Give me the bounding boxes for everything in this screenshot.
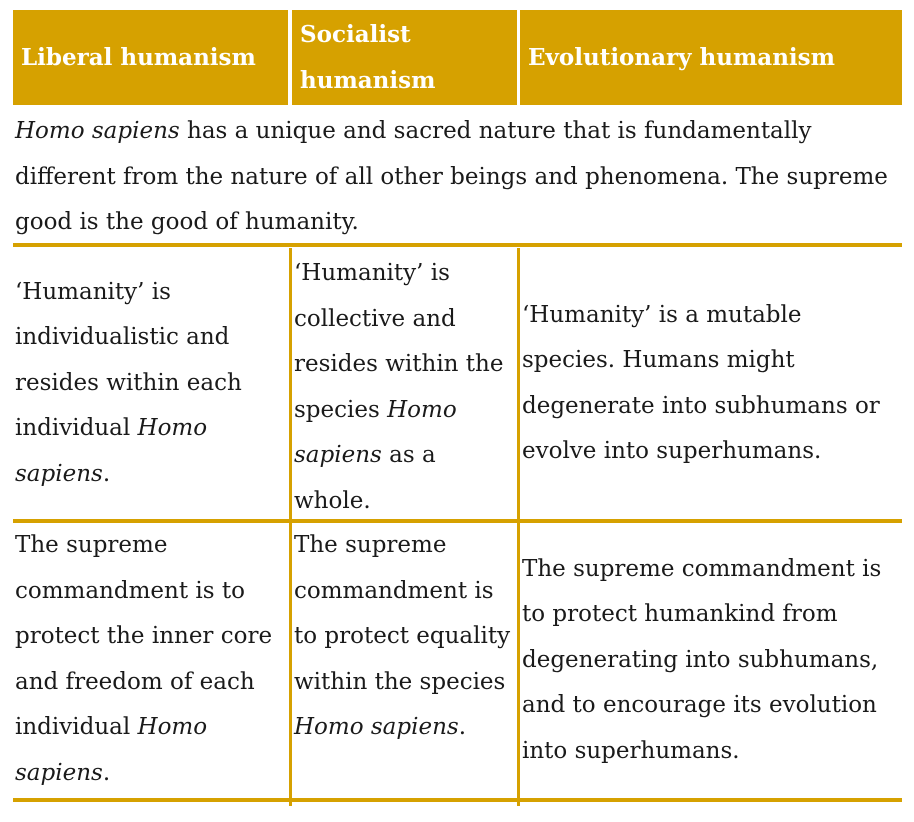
italic-term: Homo sapiens: [294, 396, 457, 468]
cell-evolutionary-humanity: [522, 248, 900, 519]
cell-socialist-humanity: [294, 251, 516, 524]
table-row-commandment: [13, 523, 902, 806]
italic-term: Homo sapiens: [15, 714, 208, 786]
cell-text-end: as a whole.: [294, 442, 436, 514]
cell-text: ‘Humanity’ is collective and resides within the species: [294, 260, 504, 423]
cell-text: ‘Humanity’ is individualistic and resides within each individual: [15, 278, 242, 442]
header-label: Evolutionary humanism: [528, 43, 835, 71]
header-liberal-humanism: [13, 10, 288, 105]
header-socialist-humanism: [292, 10, 517, 105]
cell-text: The supreme commandment is to protect equality within the species: [294, 532, 511, 695]
row-divider: [13, 243, 902, 247]
header-evolutionary-humanism: [520, 10, 902, 105]
cell-text-end: .: [102, 460, 111, 487]
italic-term: Homo sapiens: [294, 714, 459, 740]
cell-evolutionary-commandment: [522, 523, 900, 798]
cell-text-end: .: [102, 759, 111, 786]
shared-text: has a unique and sacred nature that is fundamentally different from the nature of all other beings and phenomena. The supreme good is the good of humanity.: [15, 118, 888, 235]
cell-text: The supreme commandment is to protect humankind from degenerating into subhumans, and to encourage its evolution into superhumans.: [522, 555, 882, 764]
italic-term: Homo sapiens: [15, 118, 180, 144]
cell-liberal-humanity: [15, 248, 285, 519]
italic-term: Homo sapiens: [15, 415, 208, 487]
table-header: [13, 10, 902, 105]
cell-socialist-commandment: [294, 523, 516, 751]
table-row-shared: [13, 105, 902, 248]
humanism-comparison-table: [13, 10, 902, 806]
column-divider: [517, 523, 520, 806]
column-divider: [289, 248, 292, 523]
header-label: Liberal humanism: [21, 43, 256, 71]
table-bottom-rule: [13, 798, 902, 802]
shared-cell: [15, 109, 895, 246]
cell-text: The supreme commandment is to protect the inner core and freedom of each individual: [15, 532, 273, 740]
column-divider: [289, 523, 292, 806]
cell-text-end: .: [458, 714, 467, 740]
header-label: Socialist humanism: [300, 20, 436, 94]
table-row-humanity: [13, 248, 902, 523]
cell-liberal-commandment: [15, 523, 285, 796]
column-divider: [517, 248, 520, 523]
cell-text: ‘Humanity’ is a mutable species. Humans might degenerate into subhumans or evolve into superhumans.: [522, 301, 880, 464]
